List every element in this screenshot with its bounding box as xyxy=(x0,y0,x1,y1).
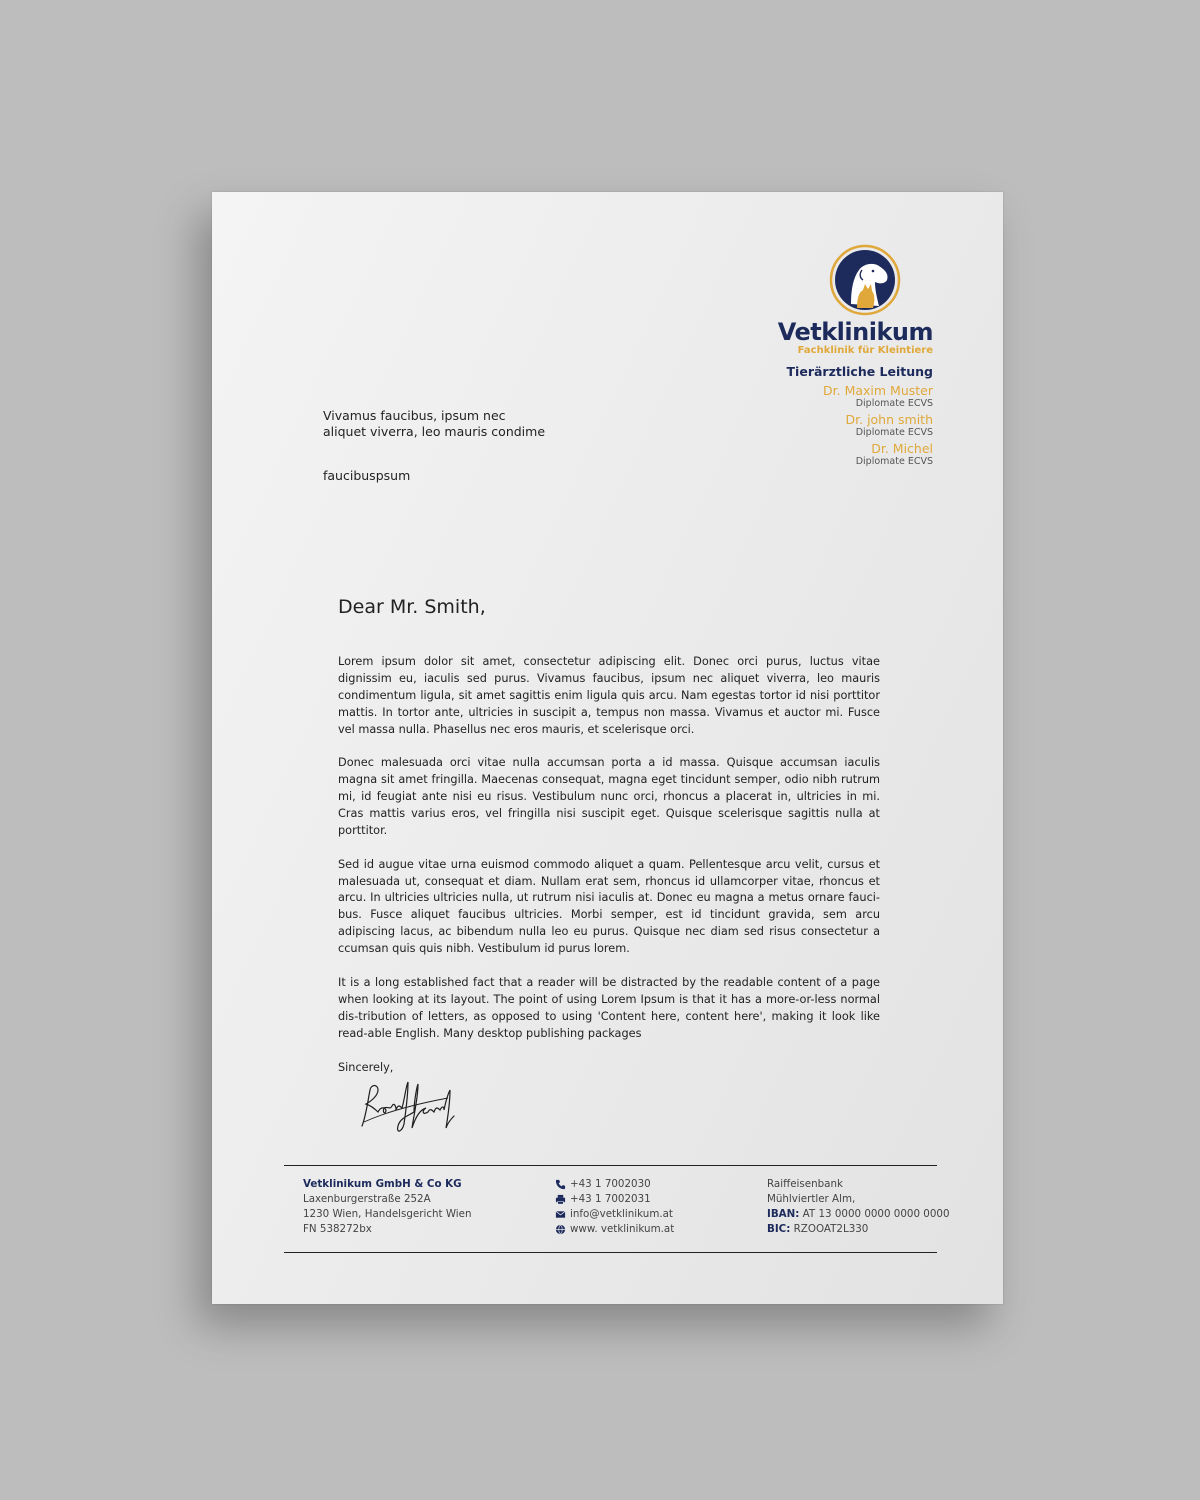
footer-phone-line xyxy=(555,1177,674,1192)
footer-web-line xyxy=(555,1222,674,1237)
footer-bank-name: Raiffeisenbank xyxy=(767,1178,843,1190)
footer-iban-line xyxy=(767,1207,950,1222)
brand-tagline: Fachklinik für Kleintiere xyxy=(797,345,933,356)
footer-city: 1230 Wien, Handelsgericht Wien xyxy=(303,1208,472,1220)
doctor-title: Diplomate ECVS xyxy=(855,398,933,409)
vetklinikum-logo-icon xyxy=(829,244,901,316)
doctor-name: Dr. Michel xyxy=(871,441,933,456)
footer-phone[interactable]: +43 1 7002030 xyxy=(570,1178,651,1190)
footer-fn: FN 538272bx xyxy=(303,1223,372,1235)
footer-bank xyxy=(767,1177,950,1237)
salutation: Dear Mr. Smith, xyxy=(338,596,486,618)
footer-company xyxy=(303,1177,472,1237)
footer-email[interactable]: info@vetklinikum.at xyxy=(570,1208,673,1220)
mail-icon xyxy=(555,1209,566,1220)
footer-bank-branch: Mühlviertler Alm, xyxy=(767,1193,856,1205)
footer-fax-line xyxy=(555,1192,674,1207)
body-paragraph: Sed id augue vitae urna euismod commodo aliquet a quam. Pellentesque arcu velit, cursus et malesuada ut, consequat et diam. Nullam erat sem, rhoncus id ullamcorper vitae, rhoncus et arcu. In ultricies ultricies nulla, ut rutrum nisi iaculis at. Donec eu magna a metus ornare fauci-bus. Fusce aliquet faucibus ultricies. Morbi semper, est id tincidunt gravida, sem arcu adipiscing lacus, ac bibendum nulla leo eu purus. Quisque nec diam sed risus consectetur a ccumsan quis quis nibh. Vestibulum id purus lorem. xyxy=(338,857,880,956)
recipient-line: aliquet viverra, leo mauris condime xyxy=(323,423,546,439)
iban-value: AT 13 0000 0000 0000 0000 xyxy=(802,1208,950,1220)
fax-icon xyxy=(555,1194,566,1205)
body-paragraph: It is a long established fact that a reader will be distracted by the readable content of a page when looking at its layout. The point of using Lorem Ipsum is that it has a more-or-less normal dis-tribution of letters, as opposed to using 'Content here, content here', making it look like read-able English. Many desktop publishing packages xyxy=(338,975,880,1040)
footer-company-name: Vetklinikum GmbH & Co KG xyxy=(303,1178,462,1190)
body-paragraph: Donec malesuada orci vitae nulla accumsan porta a id massa. Quisque accumsan iaculis magna sit amet fringilla. Maecenas consequat, magna eget tincidunt semper, odio nibh rutrum mi, id feugiat ante nisi eu risus. Vestibulum nunc orci, rhoncus a placerat in, ultricies in mi. Cras mattis varius eros, vel fringilla nisi suscipit eget. Quisque scelerisque sagittis nulla at porttitor. xyxy=(338,756,880,837)
letter-body xyxy=(338,654,880,1059)
footer-contact xyxy=(555,1177,674,1237)
letterhead-sheet xyxy=(212,192,1003,1304)
closing: Sincerely, xyxy=(338,1061,394,1074)
footer-web[interactable]: www. vetklinikum.at xyxy=(570,1223,675,1235)
phone-icon xyxy=(555,1179,566,1190)
footer-top-rule xyxy=(284,1165,937,1166)
globe-icon xyxy=(555,1224,566,1235)
body-paragraph: Lorem ipsum dolor sit amet, consectetur adipiscing elit. Donec orci purus, luctus vitae dignissim eu, iaculis sed purus. Vivamus faucibus, ipsum nec aliquet viverra, leo mauris condimentum ligula, sit amet sagittis enim ligula quis arcu. Nam egestas tortor id nisi porttitor mattis. In tortor ante, ultricies in suscipit a, tempus non massa. Vivamus et auctor mi. Fusce vel massa nulla. Phasellus nec eros mauris, et scelerisque orci. xyxy=(338,655,880,736)
footer-fax: +43 1 7002031 xyxy=(570,1193,651,1205)
footer-bic-line xyxy=(767,1222,950,1237)
doctor-name: Dr. Maxim Muster xyxy=(823,383,933,398)
brand-name: Vetklinikum xyxy=(777,318,933,346)
brand-block xyxy=(778,318,933,467)
leitung-heading: Tierärztliche Leitung xyxy=(786,364,933,379)
footer-street: Laxenburgerstraße 252A xyxy=(303,1193,431,1205)
recipient-line: Vivamus faucibus, ipsum nec xyxy=(323,408,506,423)
bic-label: BIC: xyxy=(767,1223,791,1235)
bic-value: RZOOAT2L330 xyxy=(793,1223,869,1235)
iban-label: IBAN: xyxy=(767,1208,800,1220)
doctor-title: Diplomate ECVS xyxy=(855,456,933,467)
recipient-line: faucibuspsum xyxy=(323,468,411,483)
footer-email-line xyxy=(555,1207,674,1222)
doctor-title: Diplomate ECVS xyxy=(855,427,933,438)
signature xyxy=(356,1076,466,1138)
recipient-address xyxy=(323,408,545,439)
doctor-name: Dr. john smith xyxy=(845,412,933,427)
footer-bottom-rule xyxy=(284,1252,937,1253)
